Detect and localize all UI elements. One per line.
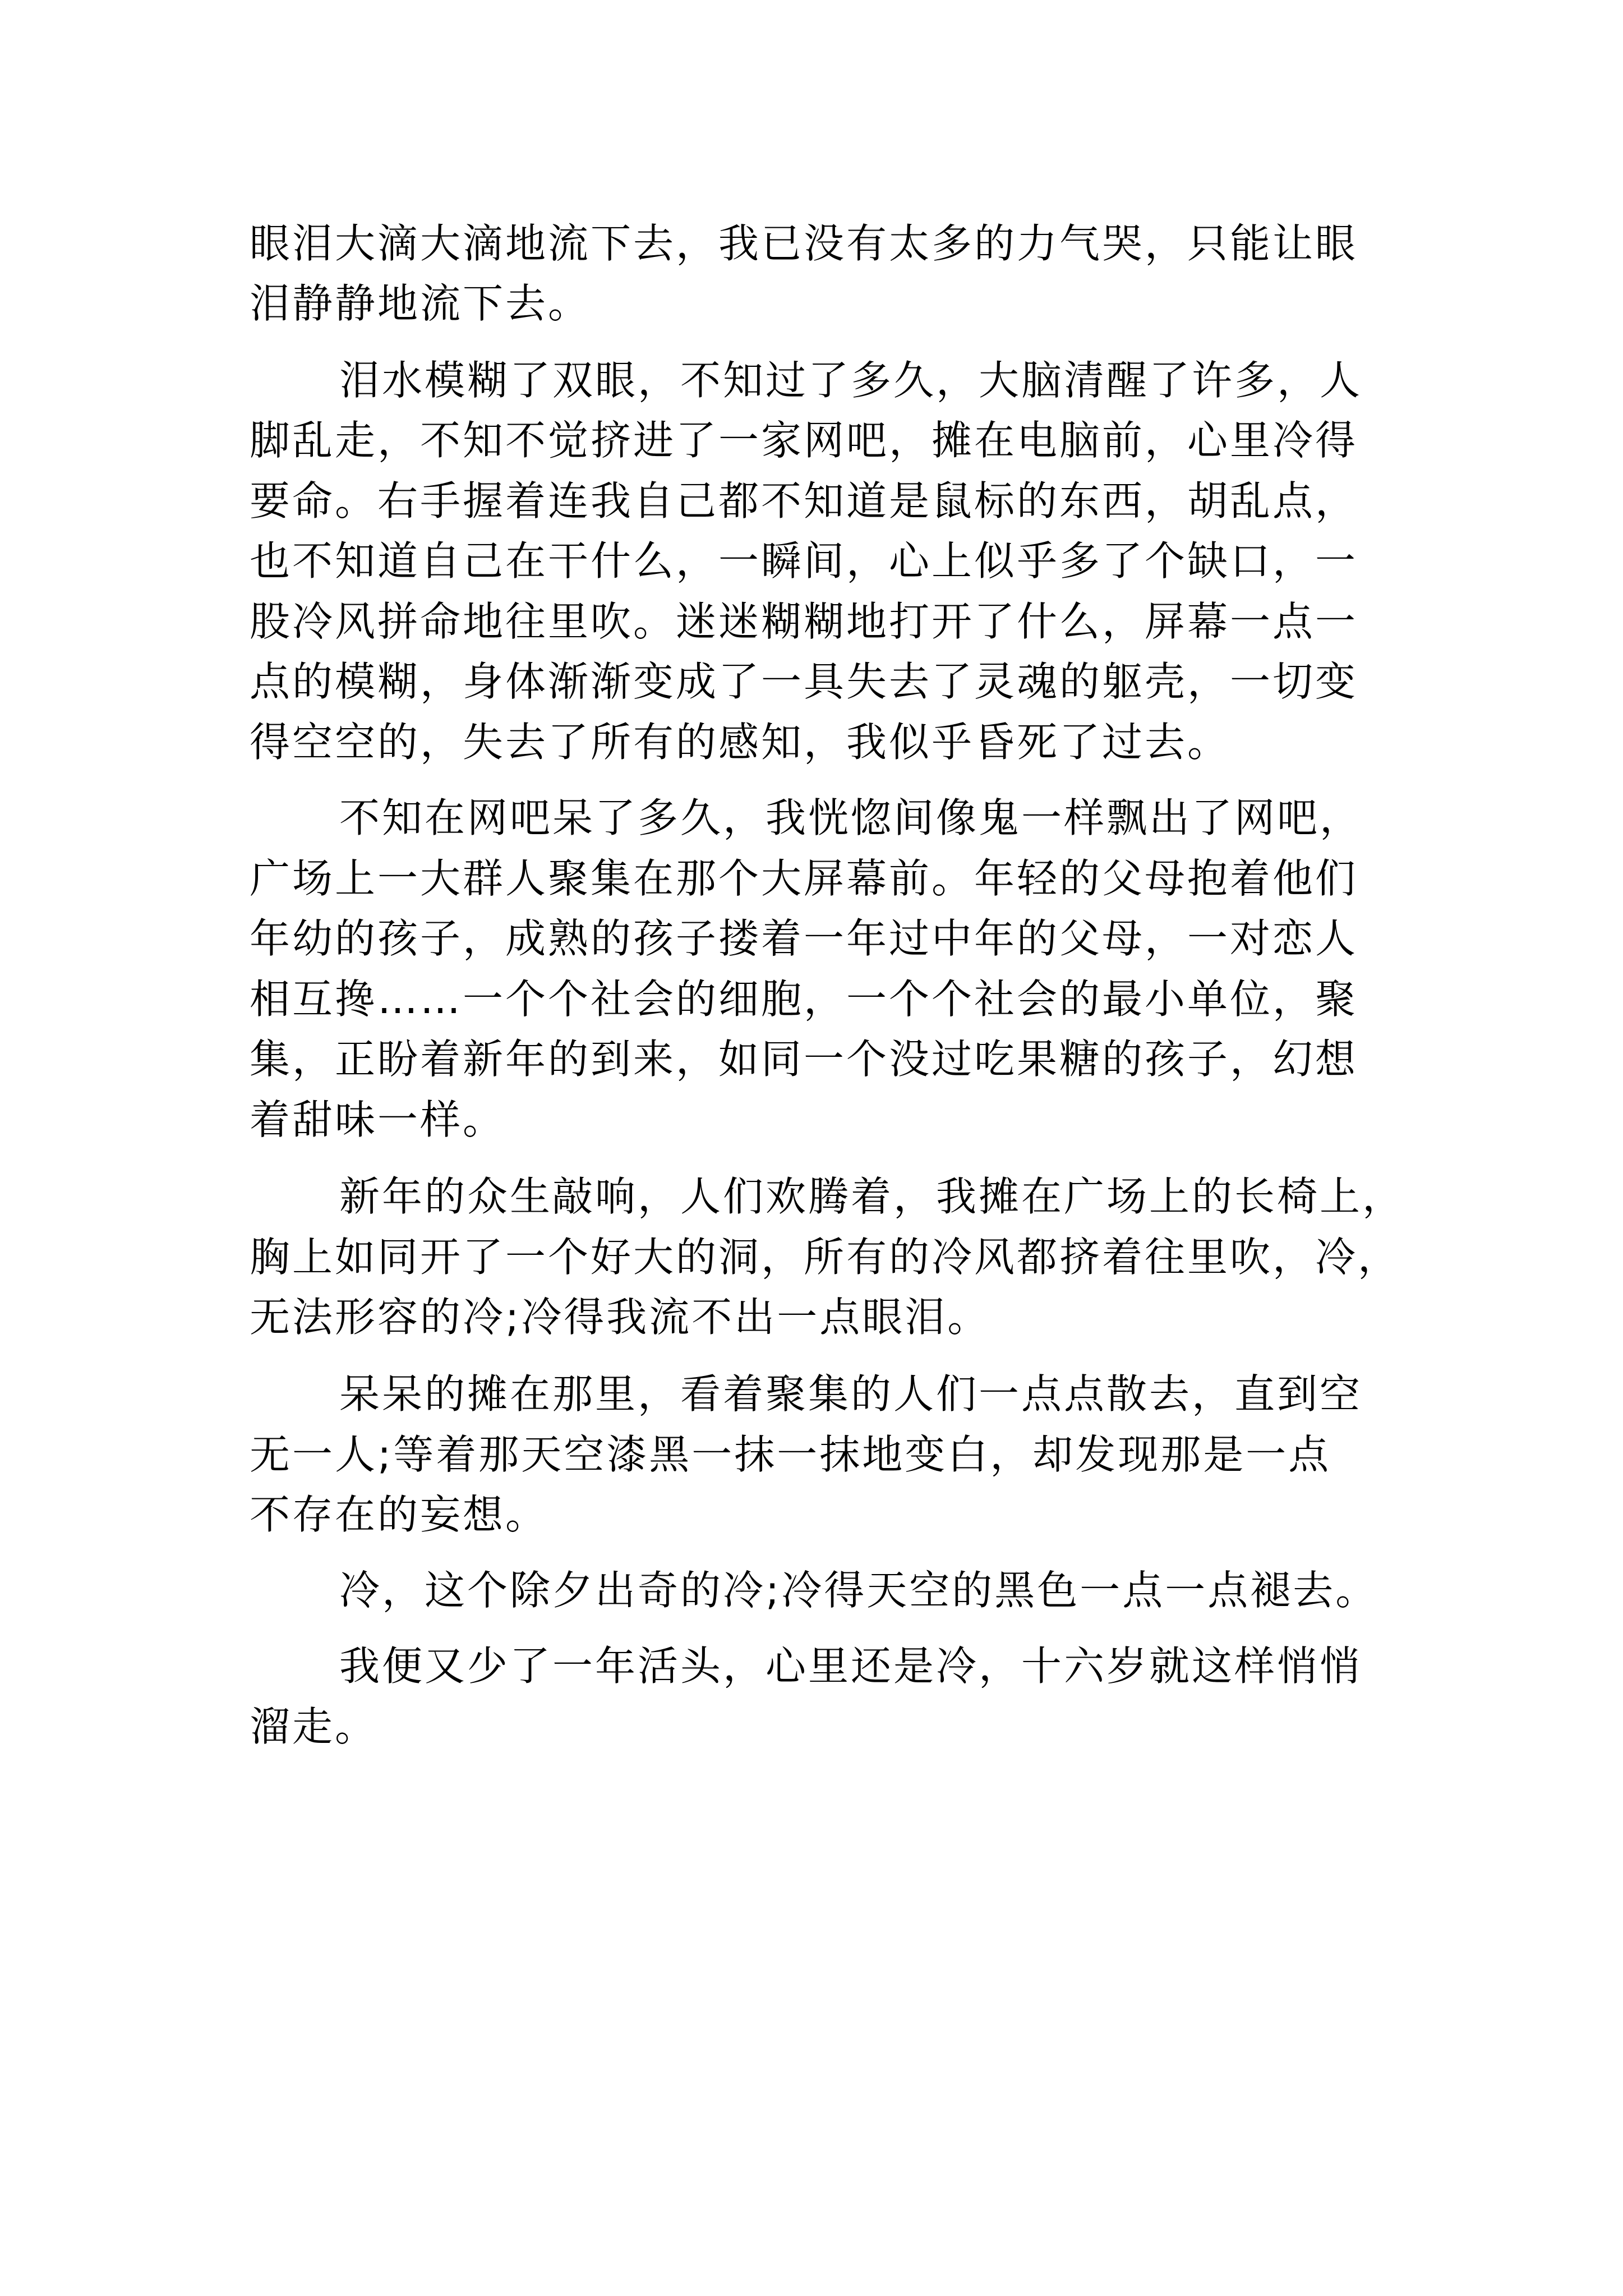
text-line: 年幼的孩子，成熟的孩子搂着一年过中年的父母，一对恋人 [250, 915, 1358, 962]
text-line: 胸上如同开了一个好大的洞，所有的冷风都挤着往里吹，冷， [250, 1234, 1401, 1281]
text-line: 冷，这个除夕出奇的冷;冷得天空的黑色一点一点褪去。 [339, 1567, 1378, 1614]
text-line: 无法形容的冷;冷得我流不出一点眼泪。 [250, 1294, 990, 1341]
text-line: 呆呆的摊在那里，看着聚集的人们一点点散去，直到空 [339, 1370, 1363, 1418]
text-line: 不知在网吧呆了多久，我恍惚间像鬼一样飘出了网吧， [339, 794, 1363, 841]
text-line: 脚乱走，不知不觉挤进了一家网吧，摊在电脑前，心里冷得 [250, 417, 1358, 464]
text-line: 相互搀……一个个社会的细胞，一个个社会的最小单位，聚 [250, 976, 1358, 1023]
text-line: 新年的众生敲响，人们欢腾着，我摊在广场上的长椅上， [339, 1173, 1405, 1220]
text-line: 也不知道自己在干什么，一瞬间，心上似乎多了个缺口，一 [250, 537, 1358, 585]
text-line: 溜走。 [250, 1703, 378, 1750]
text-line: 无一人;等着那天空漆黑一抹一抹地变白，却发现那是一点 [250, 1431, 1331, 1478]
text-line: 我便又少了一年活头，心里还是冷，十六岁就这样悄悄 [339, 1642, 1363, 1690]
text-line: 泪水模糊了双眼，不知过了多久，大脑清醒了许多，人 [339, 357, 1363, 404]
text-line: 眼泪大滴大滴地流下去，我已没有太多的力气哭，只能让眼 [250, 220, 1358, 267]
text-line: 广场上一大群人聚集在那个大屏幕前。年轻的父母抱着他们 [250, 855, 1358, 902]
text-line: 点的模糊，身体渐渐变成了一具失去了灵魂的躯壳，一切变 [250, 658, 1358, 705]
text-line: 不存在的妄想。 [250, 1491, 548, 1538]
text-line: 股冷风拼命地往里吹。迷迷糊糊地打开了什么，屏幕一点一 [250, 598, 1358, 645]
text-line: 要命。右手握着连我自己都不知道是鼠标的东西，胡乱点， [250, 477, 1358, 524]
text-line: 得空空的，失去了所有的感知，我似乎昏死了过去。 [250, 719, 1230, 766]
text-line: 集，正盼着新年的到来，如同一个没过吃果糖的孩子，幻想 [250, 1036, 1358, 1083]
text-line: 着甜味一样。 [250, 1096, 506, 1143]
text-line: 泪静静地流下去。 [250, 280, 591, 327]
